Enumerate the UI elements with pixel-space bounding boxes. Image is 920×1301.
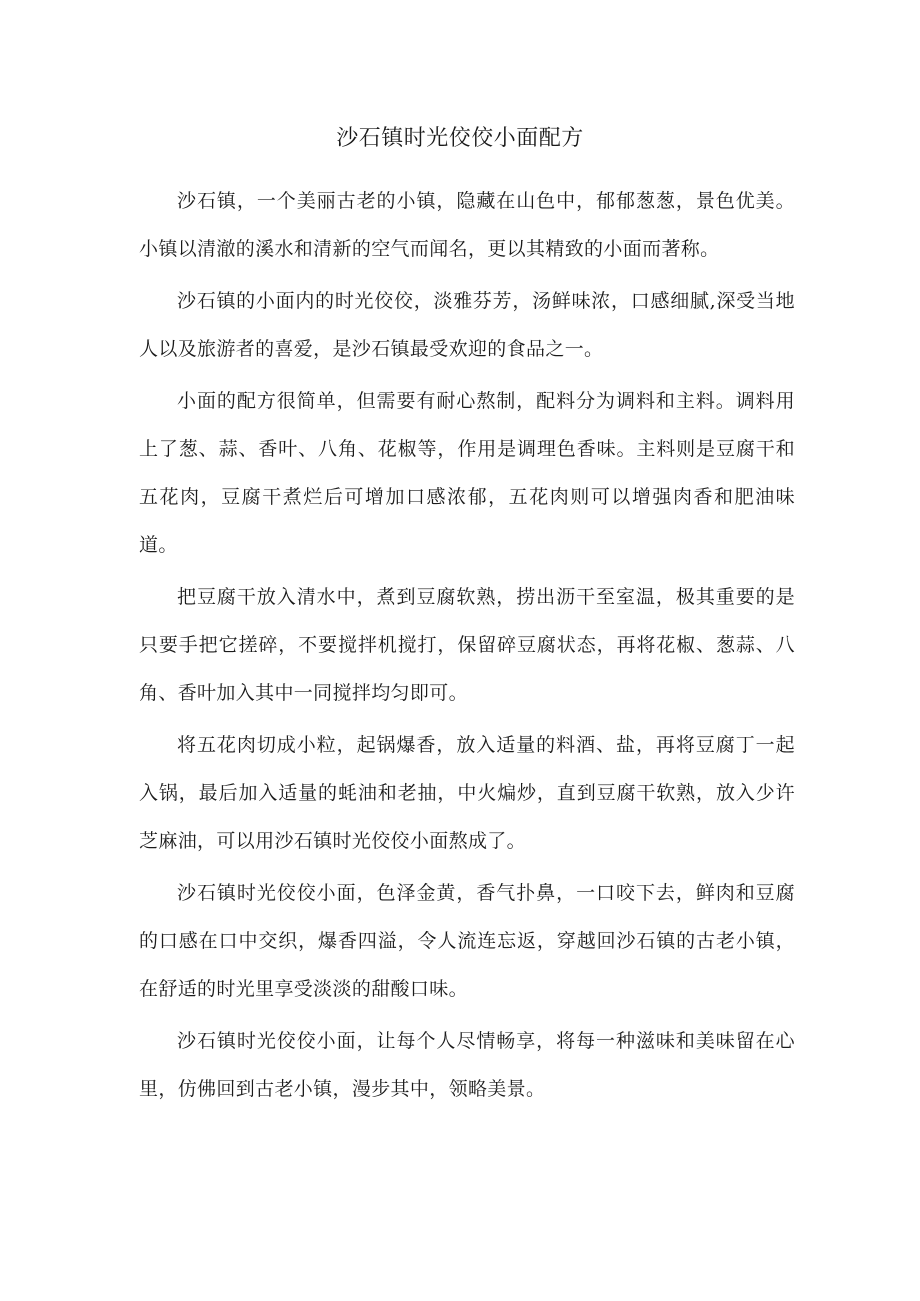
paragraph-6: 沙石镇时光佼佼小面，色泽金黄，香气扑鼻，一口咬下去，鲜肉和豆腐的口感在口中交织，爆香四溢，令人流连忘返，穿越回沙石镇的古老小镇，在舒适的时光里享受淡淡的甜酸口味。 — [139, 882, 795, 1000]
paragraph-7: 沙石镇时光佼佼小面，让每个人尽情畅享，将每一种滋味和美味留在心里，仿佛回到古老小镇，漫步其中，领略美景。 — [139, 1030, 795, 1100]
paragraph-5: 将五花肉切成小粒，起锅爆香，放入适量的料酒、盐，再将豆腐丁一起入锅，最后加入适量的蚝油和老抽，中火煸炒，直到豆腐干软熟，放入少许芝麻油，可以用沙石镇时光佼佼小面熬成了。 — [139, 734, 795, 852]
paragraph-4: 把豆腐干放入清水中，煮到豆腐软熟，捞出沥干至室温，极其重要的是只要手把它搓碎，不要搅拌机搅打，保留碎豆腐状态，再将花椒、葱蒜、八角、香叶加入其中一同搅拌均匀即可。 — [139, 586, 795, 704]
paragraph-2: 沙石镇的小面内的时光佼佼，淡雅芬芳，汤鲜味浓，口感细腻,深受当地人以及旅游者的喜爱，是沙石镇最受欢迎的食品之一。 — [139, 290, 795, 360]
paragraph-1: 沙石镇，一个美丽古老的小镇，隐藏在山色中，郁郁葱葱，景色优美。小镇以清澈的溪水和清新的空气而闻名，更以其精致的小面而著称。 — [139, 190, 795, 260]
document-body — [139, 177, 795, 1117]
paragraph-3: 小面的配方很简单，但需要有耐心熬制，配料分为调料和主料。调料用上了葱、蒜、香叶、八角、花椒等，作用是调理色香味。主料则是豆腐干和五花肉，豆腐干煮烂后可增加口感浓郁，五花肉则可以增强肉香和肥油味道。 — [139, 390, 795, 556]
document-title: 沙石镇时光佼佼小面配方 — [336, 126, 584, 151]
